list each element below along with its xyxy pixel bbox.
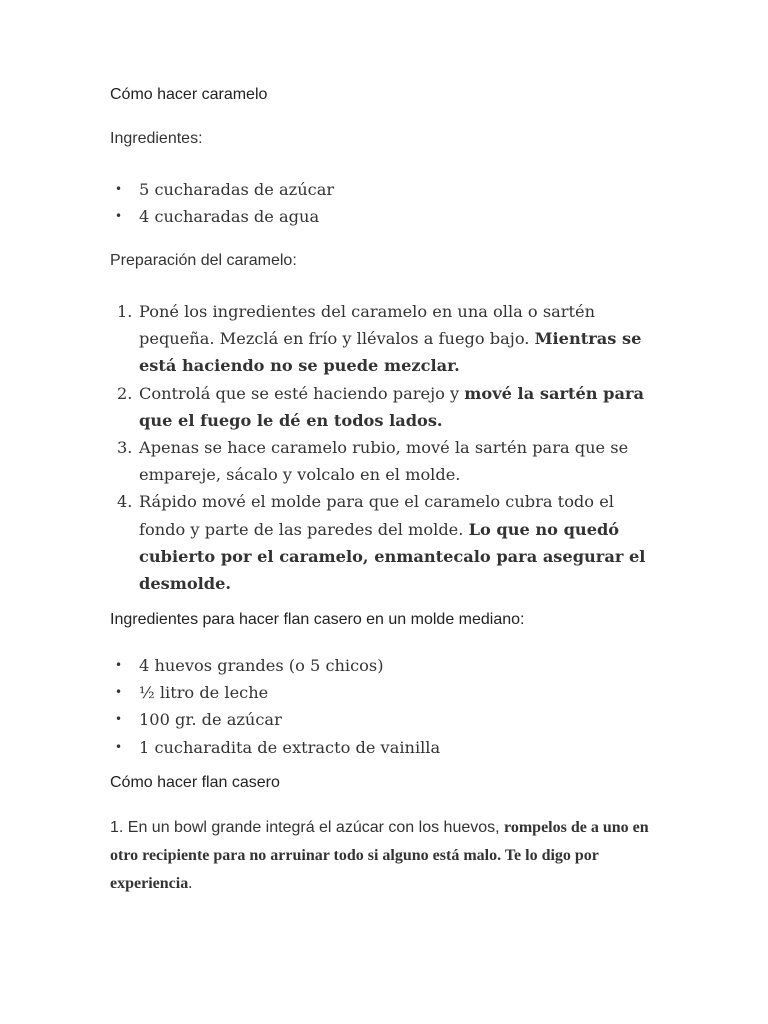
caramel-step (110, 488, 655, 597)
caramel-ingredients-list (110, 176, 655, 230)
preparation-heading: Preparación del caramelo: (110, 252, 297, 269)
step-emphasis: mové la sartén para que el fuego le dé en todos lados. (139, 383, 644, 430)
flan-ingredient-item (110, 679, 655, 706)
caramel-step (110, 380, 655, 434)
list-item-text: 5 cucharadas de azúcar (139, 180, 335, 199)
list-item-text: ½ litro de leche (139, 683, 269, 703)
list-item-text: 100 gr. de azúcar (139, 710, 282, 730)
bullet-icon: • (115, 182, 123, 196)
list-item-text: 4 huevos grandes (o 5 chicos) (139, 656, 384, 675)
step-text: Poné los ingredientes del caramelo en una olla o sartén pequeña. Mezclá en frío y llévalos a fuego bajo. (139, 302, 596, 349)
step-number: 1. (117, 302, 133, 321)
bullet-icon: • (115, 712, 123, 727)
page-title: Cómo hacer caramelo (110, 86, 268, 103)
caramel-ingredient-item (110, 176, 655, 203)
flan-ingredient-item (110, 706, 655, 733)
step-text: Controlá que se esté haciendo parejo y (139, 383, 465, 403)
list-item-text: 1 cucharadita de extracto de vainilla (139, 737, 441, 757)
bullet-icon: • (115, 739, 123, 754)
step-text: Rápido mové el molde para que el caramelo cubra todo el fondo y parte de las paredes del molde. (139, 492, 614, 539)
flan-ingredients-list (110, 652, 655, 761)
bullet-icon: • (115, 685, 123, 700)
flan-step-1-suffix: . (188, 875, 193, 892)
flan-step-1-text: 1. En un bowl grande integrá el azúcar con los huevos, (110, 819, 505, 836)
caramel-ingredient-item (110, 203, 655, 230)
bullet-icon: • (115, 209, 123, 224)
step-text: Apenas se hace caramelo rubio, mové la sartén para que se empareje, sácalo y volcalo en el molde. (139, 438, 629, 485)
list-item-text: 4 cucharadas de agua (139, 207, 320, 227)
flan-ingredient-item (110, 734, 655, 761)
flan-ingredient-item (110, 652, 655, 679)
caramel-step (110, 298, 655, 380)
flan-step-1-bold: rompelos de a uno en otro recipiente para no arruinar todo si alguno está malo. Te lo digo por experiencia (110, 819, 649, 892)
step-number: 3. (117, 438, 133, 458)
step-number: 4. (117, 492, 133, 512)
flan-step-1 (110, 814, 660, 898)
step-number: 2. (117, 383, 133, 403)
ingredients-heading: Ingredientes: (110, 130, 203, 147)
bullet-icon: • (115, 658, 123, 672)
flan-heading: Cómo hacer flan casero (110, 774, 280, 791)
caramel-step (110, 434, 655, 488)
step-emphasis: Mientras se está haciendo no se puede mezclar. (139, 329, 642, 376)
caramel-steps-list (110, 298, 655, 597)
flan-ingredients-heading: Ingredientes para hacer flan casero en un molde mediano: (110, 611, 525, 628)
step-emphasis: Lo que no quedó cubierto por el caramelo, enmantecalo para asegurar el desmolde. (139, 519, 646, 594)
